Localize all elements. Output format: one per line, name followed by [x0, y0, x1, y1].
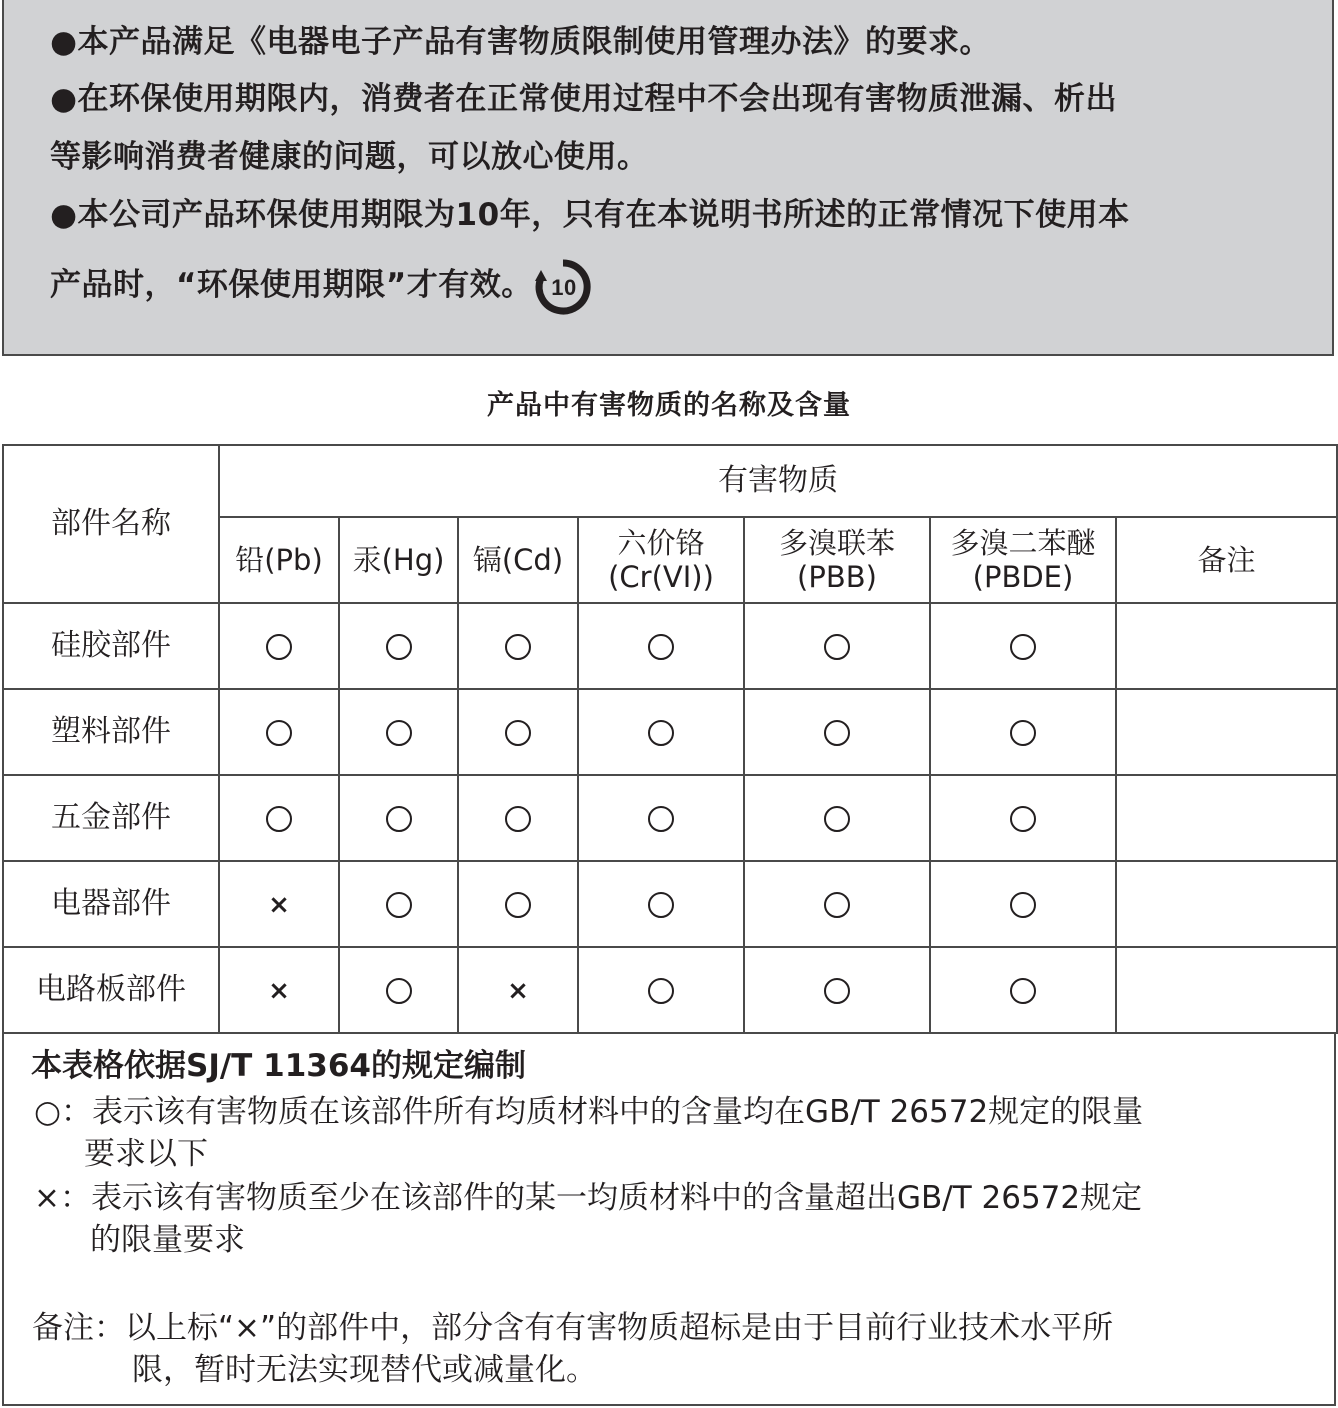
substance-formula: (Cr(VI)) — [608, 560, 714, 594]
notice-line-1: ●本产品满足《电器电子产品有害物质限制使用管理办法》的要求。 — [50, 24, 992, 60]
substance-value-cell — [219, 603, 339, 689]
note-cell — [1116, 775, 1337, 861]
compliant-mark — [824, 892, 850, 918]
note-cell — [1116, 861, 1337, 947]
circle-legend-line-1: ○：表示该有害物质在该部件所有均质材料中的含量均在GB/T 26572规定的限量 — [34, 1094, 1144, 1130]
substance-column-header — [930, 517, 1116, 603]
compliant-mark — [824, 720, 850, 746]
circle-legend-line-2: 要求以下 — [84, 1136, 208, 1172]
substance-column-header — [578, 517, 744, 603]
table-row — [3, 603, 1337, 689]
substance-value-cell — [458, 861, 578, 947]
notice-line-3: 等影响消费者健康的问题，可以放心使用。 — [50, 139, 649, 175]
compliant-mark — [266, 806, 292, 832]
note-column-header: 备注 — [1116, 517, 1337, 603]
substance-value-cell — [219, 947, 339, 1033]
compliant-mark — [648, 806, 674, 832]
substance-value-cell — [930, 861, 1116, 947]
substance-name: 多溴联苯 — [778, 526, 895, 560]
substance-value-cell — [930, 603, 1116, 689]
substance-value-cell — [458, 689, 578, 775]
substance-value-cell — [219, 775, 339, 861]
part-name-cell: 硅胶部件 — [3, 603, 219, 689]
substance-value-cell — [339, 603, 458, 689]
substance-column-header — [458, 517, 578, 603]
substance-value-cell — [578, 689, 744, 775]
part-name-header: 部件名称 — [3, 445, 219, 603]
substance-column-header — [744, 517, 930, 603]
cross-legend-line-1: ×：表示该有害物质至少在该部件的某一均质材料中的含量超出GB/T 26572规定 — [34, 1180, 1143, 1216]
compliant-mark — [648, 978, 674, 1004]
substance-formula: (PBDE) — [972, 560, 1074, 594]
compliant-mark — [386, 806, 412, 832]
environmental-protection-use-period-icon — [533, 257, 593, 317]
compliant-mark — [1010, 720, 1036, 746]
table-row — [3, 861, 1337, 947]
note-cell — [1116, 689, 1337, 775]
compliant-mark — [1010, 978, 1036, 1004]
compliant-mark — [824, 634, 850, 660]
compliant-mark — [386, 892, 412, 918]
remark-line-1: 备注：以上标“×”的部件中，部分含有有害物质超标是由于目前行业技术水平所 — [32, 1310, 1114, 1346]
substance-name: 六价铬 — [617, 526, 705, 560]
substance-value-cell — [578, 947, 744, 1033]
substance-name: 铅(Pb) — [235, 543, 323, 577]
part-name-cell: 五金部件 — [3, 775, 219, 861]
compliant-mark — [1010, 892, 1036, 918]
exceeds-limit-mark: × — [268, 889, 290, 920]
remark-line-2: 限，暂时无法实现替代或减量化。 — [132, 1352, 597, 1388]
eco-notice-box — [2, 0, 1334, 356]
compliant-mark — [648, 892, 674, 918]
substance-value-cell — [744, 861, 930, 947]
eco-icon-number: 10 — [551, 275, 577, 300]
substance-value-cell — [339, 689, 458, 775]
substance-value-cell — [744, 947, 930, 1033]
substance-value-cell — [458, 947, 578, 1033]
substance-name: 多溴二苯醚 — [950, 526, 1096, 560]
compliant-mark — [1010, 634, 1036, 660]
notice-line-4: ●本公司产品环保使用期限为10年，只有在本说明书所述的正常情况下使用本 — [50, 197, 1130, 233]
part-name-cell: 电器部件 — [3, 861, 219, 947]
table-row — [3, 689, 1337, 775]
substance-column-header — [339, 517, 458, 603]
compliant-mark — [266, 720, 292, 746]
substance-value-cell — [458, 775, 578, 861]
part-name-cell: 电路板部件 — [3, 947, 219, 1033]
cross-legend-line-2: 的限量要求 — [90, 1222, 245, 1258]
notice-line-2: ●在环保使用期限内，消费者在正常使用过程中不会出现有害物质泄漏、析出 — [50, 81, 1118, 117]
table-footer-notes — [2, 1032, 1336, 1406]
substance-value-cell — [930, 947, 1116, 1033]
hazardous-substance-table — [2, 444, 1338, 1034]
compliant-mark — [386, 720, 412, 746]
substance-value-cell — [458, 603, 578, 689]
table-title: 产品中有害物质的名称及含量 — [487, 390, 851, 421]
note-cell — [1116, 947, 1337, 1033]
substance-value-cell — [219, 861, 339, 947]
substance-value-cell — [930, 689, 1116, 775]
exceeds-limit-mark: × — [507, 975, 529, 1006]
compliant-mark — [1010, 806, 1036, 832]
substance-value-cell — [219, 689, 339, 775]
substance-value-cell — [339, 947, 458, 1033]
compliant-mark — [266, 634, 292, 660]
substance-value-cell — [578, 603, 744, 689]
notice-line-5 — [50, 253, 593, 317]
table-row — [3, 947, 1337, 1033]
compliant-mark — [505, 634, 531, 660]
substance-formula: (PBB) — [797, 560, 877, 594]
part-name-cell: 塑料部件 — [3, 689, 219, 775]
compliant-mark — [386, 978, 412, 1004]
table-row — [3, 775, 1337, 861]
substance-value-cell — [339, 861, 458, 947]
note-cell — [1116, 603, 1337, 689]
substance-value-cell — [744, 775, 930, 861]
substance-value-cell — [744, 689, 930, 775]
compliant-mark — [505, 806, 531, 832]
substance-value-cell — [744, 603, 930, 689]
substance-name: 镉(Cd) — [472, 543, 564, 577]
substance-value-cell — [578, 775, 744, 861]
compliant-mark — [505, 892, 531, 918]
substance-value-cell — [339, 775, 458, 861]
footer-title: 本表格依据SJ/T 11364的规定编制 — [31, 1048, 526, 1084]
substance-column-header — [219, 517, 339, 603]
notice-line-5-text: 产品时，“环保使用期限”才有效。 — [50, 267, 533, 303]
hazardous-substance-header: 有害物质 — [219, 445, 1337, 517]
compliant-mark — [648, 634, 674, 660]
substance-name: 汞(Hg) — [352, 543, 445, 577]
compliant-mark — [505, 720, 531, 746]
substance-value-cell — [930, 775, 1116, 861]
substance-value-cell — [578, 861, 744, 947]
compliant-mark — [824, 978, 850, 1004]
compliant-mark — [648, 720, 674, 746]
compliant-mark — [824, 806, 850, 832]
compliant-mark — [386, 634, 412, 660]
exceeds-limit-mark: × — [268, 975, 290, 1006]
